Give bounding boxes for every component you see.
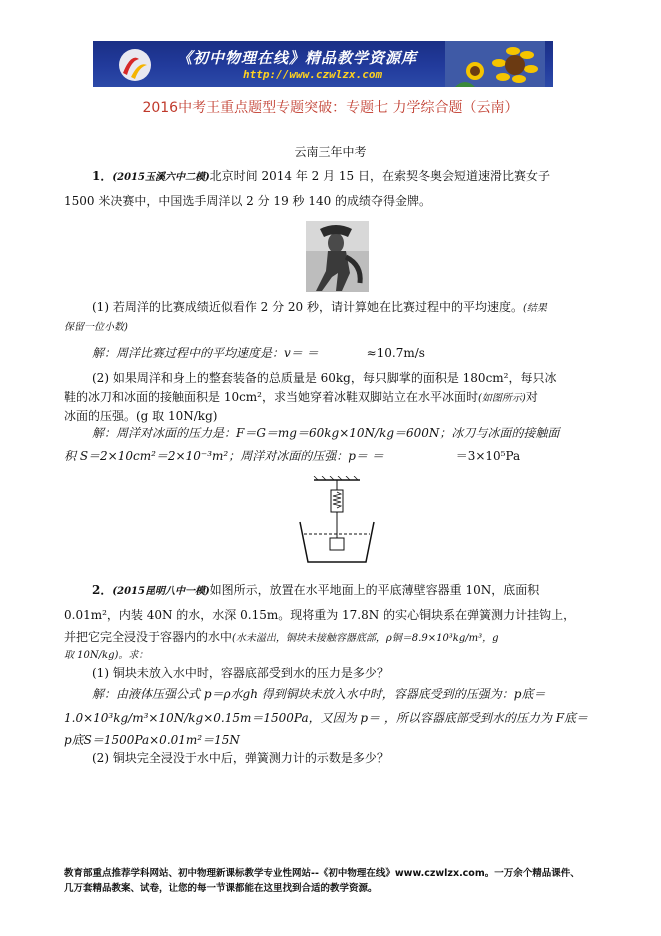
- spring-scale-diagram: [296, 476, 378, 568]
- document-title: 2016中考王重点题型专题突破：专题七 力学综合题（云南）: [142, 100, 519, 116]
- banner-title: 《初中物理在线》精品教学资源库: [177, 49, 418, 67]
- q2-number: 2: [92, 583, 101, 597]
- skater-photo: [306, 221, 369, 292]
- q2-part2: (2) 铜块完全浸没于水中后，弹簧测力计的示数是多少？: [92, 751, 389, 765]
- q2-part1: (1) 铜块未放入水中时，容器底部受到水的压力是多少？: [92, 666, 389, 680]
- q2-line-1: 2．(2015昆明八中一模)如图所示，放置在水平地面上的平底薄壁容器重 10N，底面积: [92, 583, 540, 597]
- sunflower-icon: [445, 41, 545, 87]
- q1-part1-note: 保留一位小数): [64, 322, 128, 333]
- q1-answer2-line-2: 积 S＝2×10cm²＝2×10⁻³m²；周洋对冰面的压强：p＝ ＝ ＝3×10⁵Pa: [64, 449, 521, 463]
- q2-source: (2015昆明八中一模): [112, 586, 210, 597]
- logo-icon: [117, 47, 153, 83]
- footer-line-1: 教育部重点推荐学科网站、初中物理新课标教学专业性网站--《初中物理在线》www.czwlzx.com。一万余个精品课件、: [64, 868, 580, 879]
- section-title: 云南三年中考: [294, 145, 367, 159]
- q1-line-2: 1500 米决赛中，中国选手周洋以 2 分 19 秒 140 的成绩夺得金牌。: [64, 194, 432, 208]
- q2-answer1-line-3: p底S＝1500Pa×0.01m²＝15N: [64, 733, 240, 747]
- q1-line-1: 1．(2015玉溪六中二模)北京时间 2014 年 2 月 15 日，在索契冬奥会短道速滑比赛女子: [92, 169, 551, 183]
- q1-answer2-line-1: 解：周洋对冰面的压力是：F＝G＝mg＝60kg×10N/kg＝600N；冰刀与冰面的接触面: [92, 426, 560, 440]
- banner-url[interactable]: http://www.czwlzx.com: [243, 68, 383, 81]
- q2-line-2: 0.01m²，内装 40N 的水，水深 0.15m。现将重为 17.8N 的实心铜块系在弹簧测力计挂钩上，: [64, 608, 576, 622]
- q2-answer1-line-1: 解：由液体压强公式 p＝ρ水gh 得到铜块未放入水中时，容器底受到的压强为：p底＝: [92, 687, 546, 701]
- q1-number: 1: [92, 169, 101, 183]
- q1-answer1: 解：周洋比赛过程中的平均速度是：v＝ ＝ ≈10.7m/s: [92, 346, 425, 360]
- q2-line-4: 取 10N/kg)。求：: [64, 650, 149, 661]
- q2-answer1-line-2: 1.0×10³kg/m³×10N/kg×0.15m＝1500Pa，又因为 p＝ ，所以容器底部受到水的压力为 F底＝: [64, 711, 589, 725]
- footer-line-2: 几万套精品教案、试卷，让您的每一节课都能在这里找到合适的教学资源。: [64, 883, 378, 894]
- header-banner: [93, 41, 553, 87]
- q1-part1: (1) 若周洋的比赛成绩近似看作 2 分 20 秒，请计算她在比赛过程中的平均速度。(结果: [92, 300, 547, 314]
- q1-source: (2015玉溪六中二模): [112, 172, 210, 183]
- q2-line-3: 并把它完全浸没于容器内的水中(水未溢出，铜块未接触容器底部，ρ铜＝8.9×10³kg/m³，g: [64, 630, 499, 644]
- q1-part2-line-3: 冰面的压强。(g 取 10N/kg): [64, 409, 218, 423]
- q1-part2-line-1: (2) 如果周洋和身上的整套装备的总质量是 60kg，每只脚掌的面积是 180cm²，每只冰: [92, 371, 557, 385]
- q1-part2-line-2: 鞋的冰刀和冰面的接触面积是 10cm²，求当她穿着冰鞋双脚站立在水平冰面时(如图所示)对: [64, 390, 538, 404]
- q1-text: 北京时间 2014 年 2 月 15 日，在索契冬奥会短道速滑比赛女子: [209, 169, 551, 183]
- footer: [64, 866, 580, 896]
